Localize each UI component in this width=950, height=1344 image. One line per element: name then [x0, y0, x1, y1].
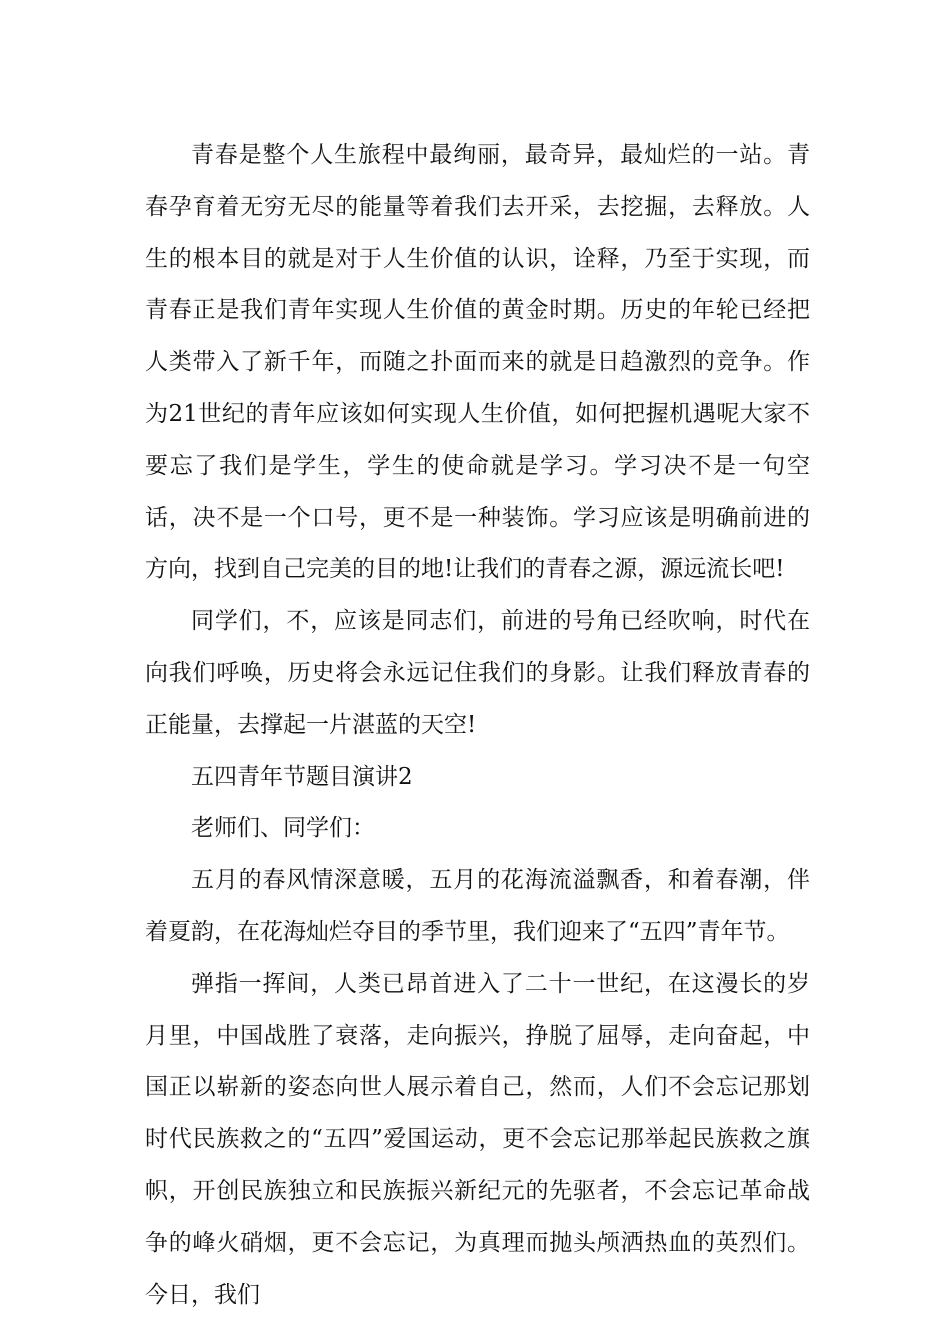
- document-body: [145, 130, 810, 1321]
- salutation: 老师们、同学们：: [191, 815, 375, 842]
- paragraph-history: 弹指一挥间，人类已昂首进入了二十一世纪，在这漫长的岁月里，中国战胜了衰落，走向振兴，挣脱了屈辱，走向奋起，中国正以崭新的姿态向世人展示着自己，然而，人们不会忘记那划时代民族救之的“五四”爱国运动，更不会忘记那举起民族救之旗帜，开创民族独立和民族振兴新纪元的先驱者，不会忘记革命战争的峰火硝烟，更不会忘记，为真理而抛头颅洒热血的英烈们。今日，我们: [145, 970, 810, 1308]
- section-heading: 五四青年节题目演讲2: [191, 763, 413, 790]
- paragraph-may-spring: 五月的春风情深意暖，五月的花海流溢飘香，和着春潮，伴着夏韵，在花海灿烂夺目的季节里，我们迎来了“五四”青年节。: [145, 867, 810, 945]
- paragraph-call-to-comrades: 同学们，不，应该是同志们，前进的号角已经吹响，时代在向我们呼唤，历史将会永远记住我们的身影。让我们释放青春的正能量，去撑起一片湛蓝的天空!: [145, 608, 810, 738]
- paragraph-youth-value: 青春是整个人生旅程中最绚丽，最奇异，最灿烂的一站。青春孕育着无穷无尽的能量等着我们去开采，去挖掘，去释放。人生的根本目的就是对于人生价值的认识，诠释，乃至于实现，而青春正是我们青年实现人生价值的黄金时期。历史的年轮已经把人类带入了新千年，而随之扑面而来的就是日趋激烈的竞争。作为21世纪的青年应该如何实现人生价值，如何把握机遇呢大家不要忘了我们是学生，学生的使命就是学习。学习决不是一句空话，决不是一个口号，更不是一种装饰。学习应该是明确前进的方向，找到自己完美的目的地!让我们的青春之源，源远流长吧!: [145, 142, 810, 583]
